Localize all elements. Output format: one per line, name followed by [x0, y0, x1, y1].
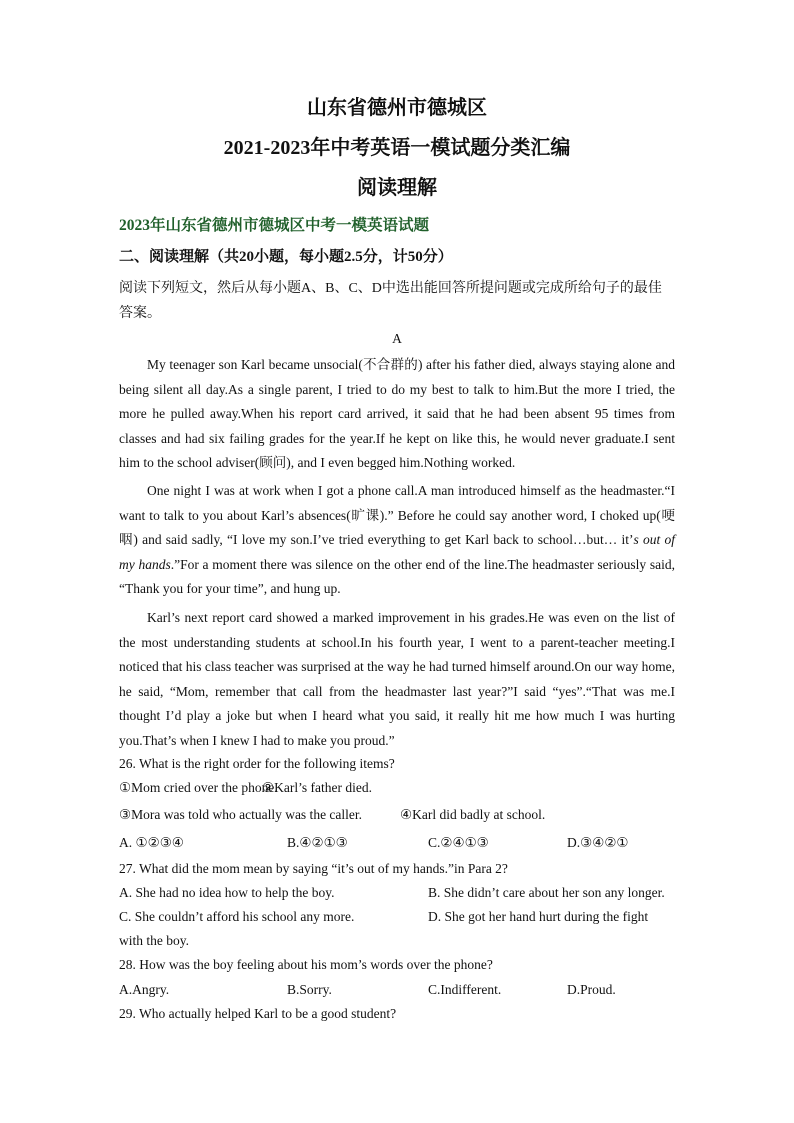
doc-title-region: 山东省德州市德城区	[307, 97, 487, 119]
doc-title-category: 阅读理解	[357, 177, 437, 199]
question-26-item-2: ②Karl’s father died.	[262, 780, 372, 795]
passage-paragraph-3: Karl’s next report card showed a marked improvement in his grades.He was even on the list of the most understanding students at school.In his fourth year, I went to a parent-teacher meeting.I noticed that his class teacher was surprised at the way he had turned himself around.On our way home, he said, “Mom, remember that call from the headmaster last year?”I said “yes”.“That was me.I thought I’d play a joke but when I heard what you said, it really hit me how much I was hurting you.That’s when I knew I had to make you proud.”	[119, 610, 675, 748]
question-26-stem: 26. What is the right order for the following items?	[119, 756, 395, 771]
passage-label: A	[392, 331, 402, 346]
question-28-option-c[interactable]: C.Indifferent.	[428, 982, 502, 997]
question-29-stem: 29. Who actually helped Karl to be a good student?	[119, 1006, 397, 1021]
exam-title: 2023年山东省德州市德城区中考一模英语试题	[119, 217, 430, 234]
question-28-option-b[interactable]: B.Sorry.	[287, 982, 332, 997]
section-title: 二、阅读理解（共20小题，每小题2.5分，计50分）	[119, 249, 453, 265]
question-26-item-1: ①Mom cried over the phone.	[119, 780, 278, 795]
question-26-option-c[interactable]: C.②④①③	[428, 835, 489, 850]
question-27-option-d-continued: with the boy.	[119, 933, 189, 948]
passage-paragraph-2	[119, 479, 675, 602]
question-26-option-d[interactable]: D.③④②①	[567, 835, 629, 850]
question-26-option-b[interactable]: B.④②①③	[287, 835, 348, 850]
question-26-option-a[interactable]: A. ①②③④	[119, 835, 184, 850]
question-26-item-3: ③Mora was told who actually was the caller.	[119, 807, 363, 822]
question-27-stem: 27. What did the mom mean by saying “it’s out of my hands.”in Para 2?	[119, 861, 508, 876]
passage-paragraph-1: My teenager son Karl became unsocial(不合群的) after his father died, always staying alone and being silent all day.As a single parent, I tried to do my best to talk to him.But the more I tried, the more he pulled away.When his report card arrived, it said that he had been absent 95 times from classes and had six failing grades for the year.If he kept on like this, he would never graduate.I sent him to the school adviser(顾问), and I even begged him.Nothing worked.	[119, 357, 675, 471]
question-28-stem: 28. How was the boy feeling about his mom’s words over the phone?	[119, 957, 493, 972]
doc-title-main: 2021-2023年中考英语一模试题分类汇编	[223, 137, 571, 159]
question-28-option-d[interactable]: D.Proud.	[567, 982, 616, 997]
question-27-option-b[interactable]: B. She didn’t care about her son any longer.	[428, 885, 665, 900]
question-27-option-a[interactable]: A. She had no idea how to help the boy.	[119, 885, 335, 900]
question-27-option-c[interactable]: C. She couldn’t afford his school any more.	[119, 909, 355, 924]
instructions: 阅读下列短文，然后从每小题A、B、C、D中选出能回答所提问题或完成所给句子的最佳答案。	[119, 281, 662, 321]
question-26-item-4: ④Karl did badly at school.	[400, 807, 546, 822]
paragraph-2-text-c: .”For a moment there was silence on the other end of the line.The headmaster seriously said, “Thank you for your time”, and hung up.	[119, 556, 675, 597]
question-28-option-a[interactable]: A.Angry.	[119, 982, 170, 997]
paragraph-2-text-a: One night I was at work when I got a phone call.A man introduced himself as the headmaster.“I want to talk to you about Karl’s absences(旷课).” Before he could say another word, I choked up(哽咽) and said sadly, “I love my son.I’ve tried everything to get Karl back to school…but… it’	[119, 483, 675, 548]
paragraph-2-italic-quote: s out of my hands	[119, 532, 675, 572]
question-27-option-d[interactable]: D. She got her hand hurt during the fight	[428, 909, 649, 924]
